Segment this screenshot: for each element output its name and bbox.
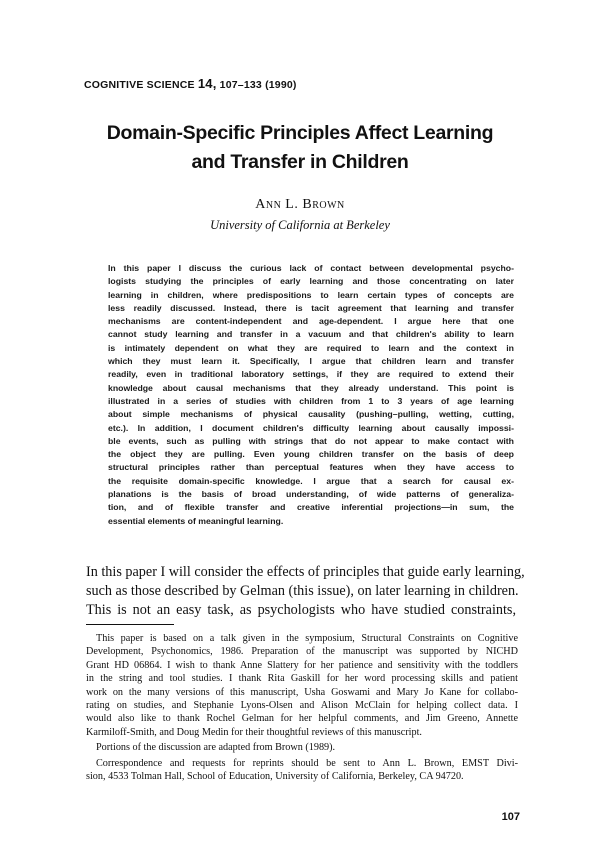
footnote-line: Karmiloff-Smith, and Doug Medin for their thoughtful reviews of this manuscript.: [86, 726, 422, 738]
body-line: In this paper I will consider the effects of principles that guide early learning,: [86, 564, 525, 580]
paper-title: [60, 119, 540, 177]
abstract-line: about simple mechanisms of physical causality (pushing–pulling, wetting, cutting,: [108, 409, 514, 420]
footnote-line: Grant HD 06864. I wish to thank Anne Slattery for her patience and sensitivity with the toddlers: [86, 659, 518, 671]
footnote-correspondence-line: sion, 4533 Tolman Hall, School of Education, University of California, Berkeley, CA 94720.: [86, 771, 464, 783]
abstract-line: knowledge about causal mechanisms that they already understand. This point is: [108, 382, 514, 393]
author-affiliation: University of California at Berkeley: [210, 218, 390, 232]
abstract-line: the object they are pulling. Even young children transfer on the basis of deep: [108, 449, 514, 460]
abstract-line: etc.). In addition, I document children's difficulty learning about causally impossi-: [108, 422, 514, 433]
footnote-correspondence-line: Correspondence and requests for reprints should be sent to Ann L. Brown, EMST Divi-: [96, 757, 518, 769]
footnote-line: would also like to thank Rochel Gelman for her helpful comments, and Jim Greeno, Annette: [86, 713, 518, 725]
footnote-line: work on the many versions of this manuscript, Usha Goswami and Mary Jo Kane for collabo-: [86, 686, 518, 698]
footnote-line: This paper is based on a talk given in the symposium, Structural Constraints on Cognitive: [96, 633, 518, 644]
body-paragraph: [86, 563, 525, 620]
abstract-line: mechanisms are content-independent and age-dependent. I argue here that one: [108, 316, 514, 327]
title-line: Domain-Specific Principles Affect Learning: [106, 122, 494, 144]
footnote-portions: Portions of the discussion are adapted from Brown (1989).: [96, 742, 336, 754]
body-line: This is not an easy task, as psychologists who have studied constraints,: [86, 602, 516, 618]
abstract-line: less readily discussed. Instead, there is tacit agreement that learning and transfer: [108, 302, 514, 313]
page-number: 107: [501, 811, 520, 823]
footnote-line: Development, Psychonomics, 1986. Preparation of the manuscript was supported by NICHD: [86, 646, 518, 658]
abstract-line: readily, even in traditional laboratory settings, if they are required to extend their: [108, 369, 514, 380]
abstract-line: essential elements of meaningful learning.: [108, 515, 284, 526]
abstract-line: ble events, such as pulling with strings that do not appear to make contact with: [108, 435, 514, 446]
abstract-line: planations is the basis of broad understanding, of wide patterns of generaliza-: [108, 489, 514, 500]
abstract-line: tion, and of flexible transfer and creative inferential projections—in sum, the: [108, 502, 514, 513]
footnote-line: in the string and tool studies. I thank Rita Gaskill for her word processing skills and patient: [86, 673, 518, 685]
running-head: [84, 76, 297, 91]
abstract-line: logists studying the principles of early learning and those concentrating on later: [108, 276, 514, 287]
body-line: such as those described by Gelman (this issue), on later learning in children.: [86, 583, 519, 599]
title-line: and Transfer in Children: [191, 151, 409, 173]
footnote-rule: [86, 624, 174, 625]
journal-pages-year: 107–133 (1990): [219, 79, 297, 91]
abstract-line: is intimately dependent on what they are required to learn and the context in: [108, 342, 514, 353]
abstract-line: which they must learn it. Specifically, I argue that children learn and transfer: [108, 356, 514, 367]
abstract-line: the requisite domain-specific knowledge. I argue that a search for causal ex-: [108, 475, 514, 486]
abstract-line: cannot study learning and transfer in a vacuum and that children's ability to learn: [108, 329, 514, 340]
journal-name: COGNITIVE SCIENCE: [84, 79, 195, 91]
abstract-line: illustrated in a series of studies with children from 1 to 3 years of age learning: [108, 395, 514, 406]
footnotes: [86, 632, 518, 783]
abstract-line: structural principles rather than perceptual features when they have access to: [108, 462, 514, 473]
abstract-line: In this paper I discuss the curious lack of contact between developmental psycho-: [108, 263, 514, 273]
author-name: Ann L. Brown: [255, 197, 345, 212]
abstract: [108, 262, 514, 528]
abstract-line: learning in children, where predispositions to learn certain types of concepts are: [108, 289, 514, 300]
footnote-line: rating on studies, and Stephanie Lyons-Olsen and Alison McClain for helping collect data. I: [86, 700, 518, 712]
journal-volume: 14,: [197, 76, 217, 91]
